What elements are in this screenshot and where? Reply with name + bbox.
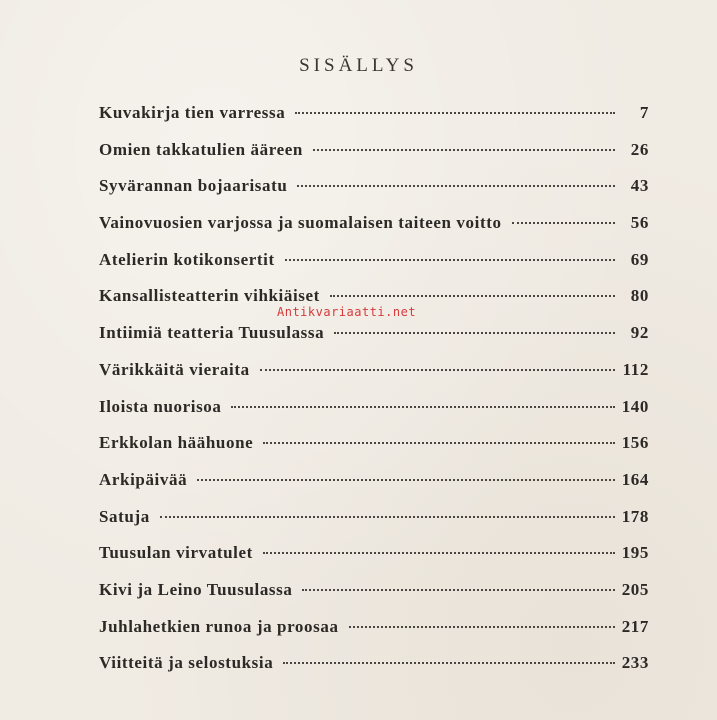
dot-leader: [263, 552, 615, 554]
toc-entry-title: Viitteitä ja selostuksia: [99, 653, 274, 673]
toc-entry-page: 217: [621, 616, 649, 636]
toc-entry-title: Tuusulan virvatulet: [99, 543, 253, 563]
toc-entry: [99, 580, 649, 617]
dot-leader: [512, 222, 615, 224]
dot-leader: [302, 589, 615, 591]
toc-entry-title: Kansallisteatterin vihkiäiset: [99, 286, 320, 306]
toc-entry-title: Satuja: [99, 506, 150, 526]
toc-entry-page: 80: [630, 286, 649, 306]
toc-entry-title: Vainovuosien varjossa ja suomalaisen taiteen voitto: [99, 213, 502, 233]
toc-entry-title: Atelierin kotikonsertit: [99, 249, 275, 269]
toc-entry: [99, 103, 649, 140]
toc-entry-page: 164: [621, 469, 649, 489]
toc-entry: [99, 176, 649, 213]
toc-entry-page: 112: [622, 359, 649, 379]
dot-leader: [160, 516, 615, 518]
toc-entry-title: Juhlahetkien runoa ja proosaa: [99, 616, 339, 636]
toc-entry-page: 26: [630, 139, 649, 159]
toc-entry-page: 156: [621, 433, 649, 453]
toc-entry-page: 56: [630, 213, 649, 233]
dot-leader: [334, 332, 615, 334]
toc-entry: [99, 250, 649, 287]
toc-entry: [99, 543, 649, 580]
toc-entry-page: 7: [639, 103, 649, 122]
toc-entry-title: Kuvakirja tien varressa: [99, 103, 286, 122]
toc-entry: [99, 433, 649, 470]
dot-leader: [260, 369, 615, 371]
table-of-contents: [99, 103, 649, 690]
toc-entry: [99, 140, 649, 177]
toc-entry-page: 140: [621, 396, 649, 416]
toc-entry: [99, 213, 649, 250]
dot-leader: [313, 149, 615, 151]
toc-entry-page: 92: [630, 323, 649, 343]
toc-entry: [99, 323, 649, 360]
dot-leader: [295, 112, 615, 114]
dot-leader: [285, 259, 615, 261]
toc-entry-title: Syvärannan bojaarisatu: [99, 176, 288, 196]
dot-leader: [349, 626, 615, 628]
toc-entry: [99, 617, 649, 654]
page-title: SISÄLLYS: [299, 55, 418, 76]
toc-entry: [99, 507, 649, 544]
toc-entry: [99, 470, 649, 507]
dot-leader: [263, 442, 615, 444]
toc-entry-page: 178: [621, 506, 649, 526]
toc-entry-page: 43: [630, 176, 649, 196]
toc-entry-page: 205: [621, 579, 649, 599]
toc-entry-title: Erkkolan häähuone: [99, 433, 254, 453]
dot-leader: [197, 479, 615, 481]
toc-entry: [99, 360, 649, 397]
toc-entry-title: Kivi ja Leino Tuusulassa: [99, 579, 293, 599]
toc-entry-page: 69: [630, 249, 649, 269]
toc-entry-page: 195: [621, 543, 649, 563]
dot-leader: [283, 662, 615, 664]
toc-entry-title: Intiimiä teatteria Tuusulassa: [99, 323, 325, 343]
dot-leader: [231, 406, 615, 408]
toc-entry: [99, 397, 649, 434]
dot-leader: [297, 185, 615, 187]
toc-entry-title: Värikkäitä vieraita: [99, 359, 250, 379]
toc-entry-title: Iloista nuorisoa: [99, 396, 222, 416]
toc-entry-page: 233: [621, 653, 649, 673]
toc-entry-title: Arkipäivää: [99, 469, 188, 489]
watermark: Antikvariaatti.net: [277, 305, 417, 319]
toc-entry: [99, 653, 649, 690]
toc-entry-title: Omien takkatulien ääreen: [99, 139, 303, 159]
dot-leader: [330, 295, 615, 297]
